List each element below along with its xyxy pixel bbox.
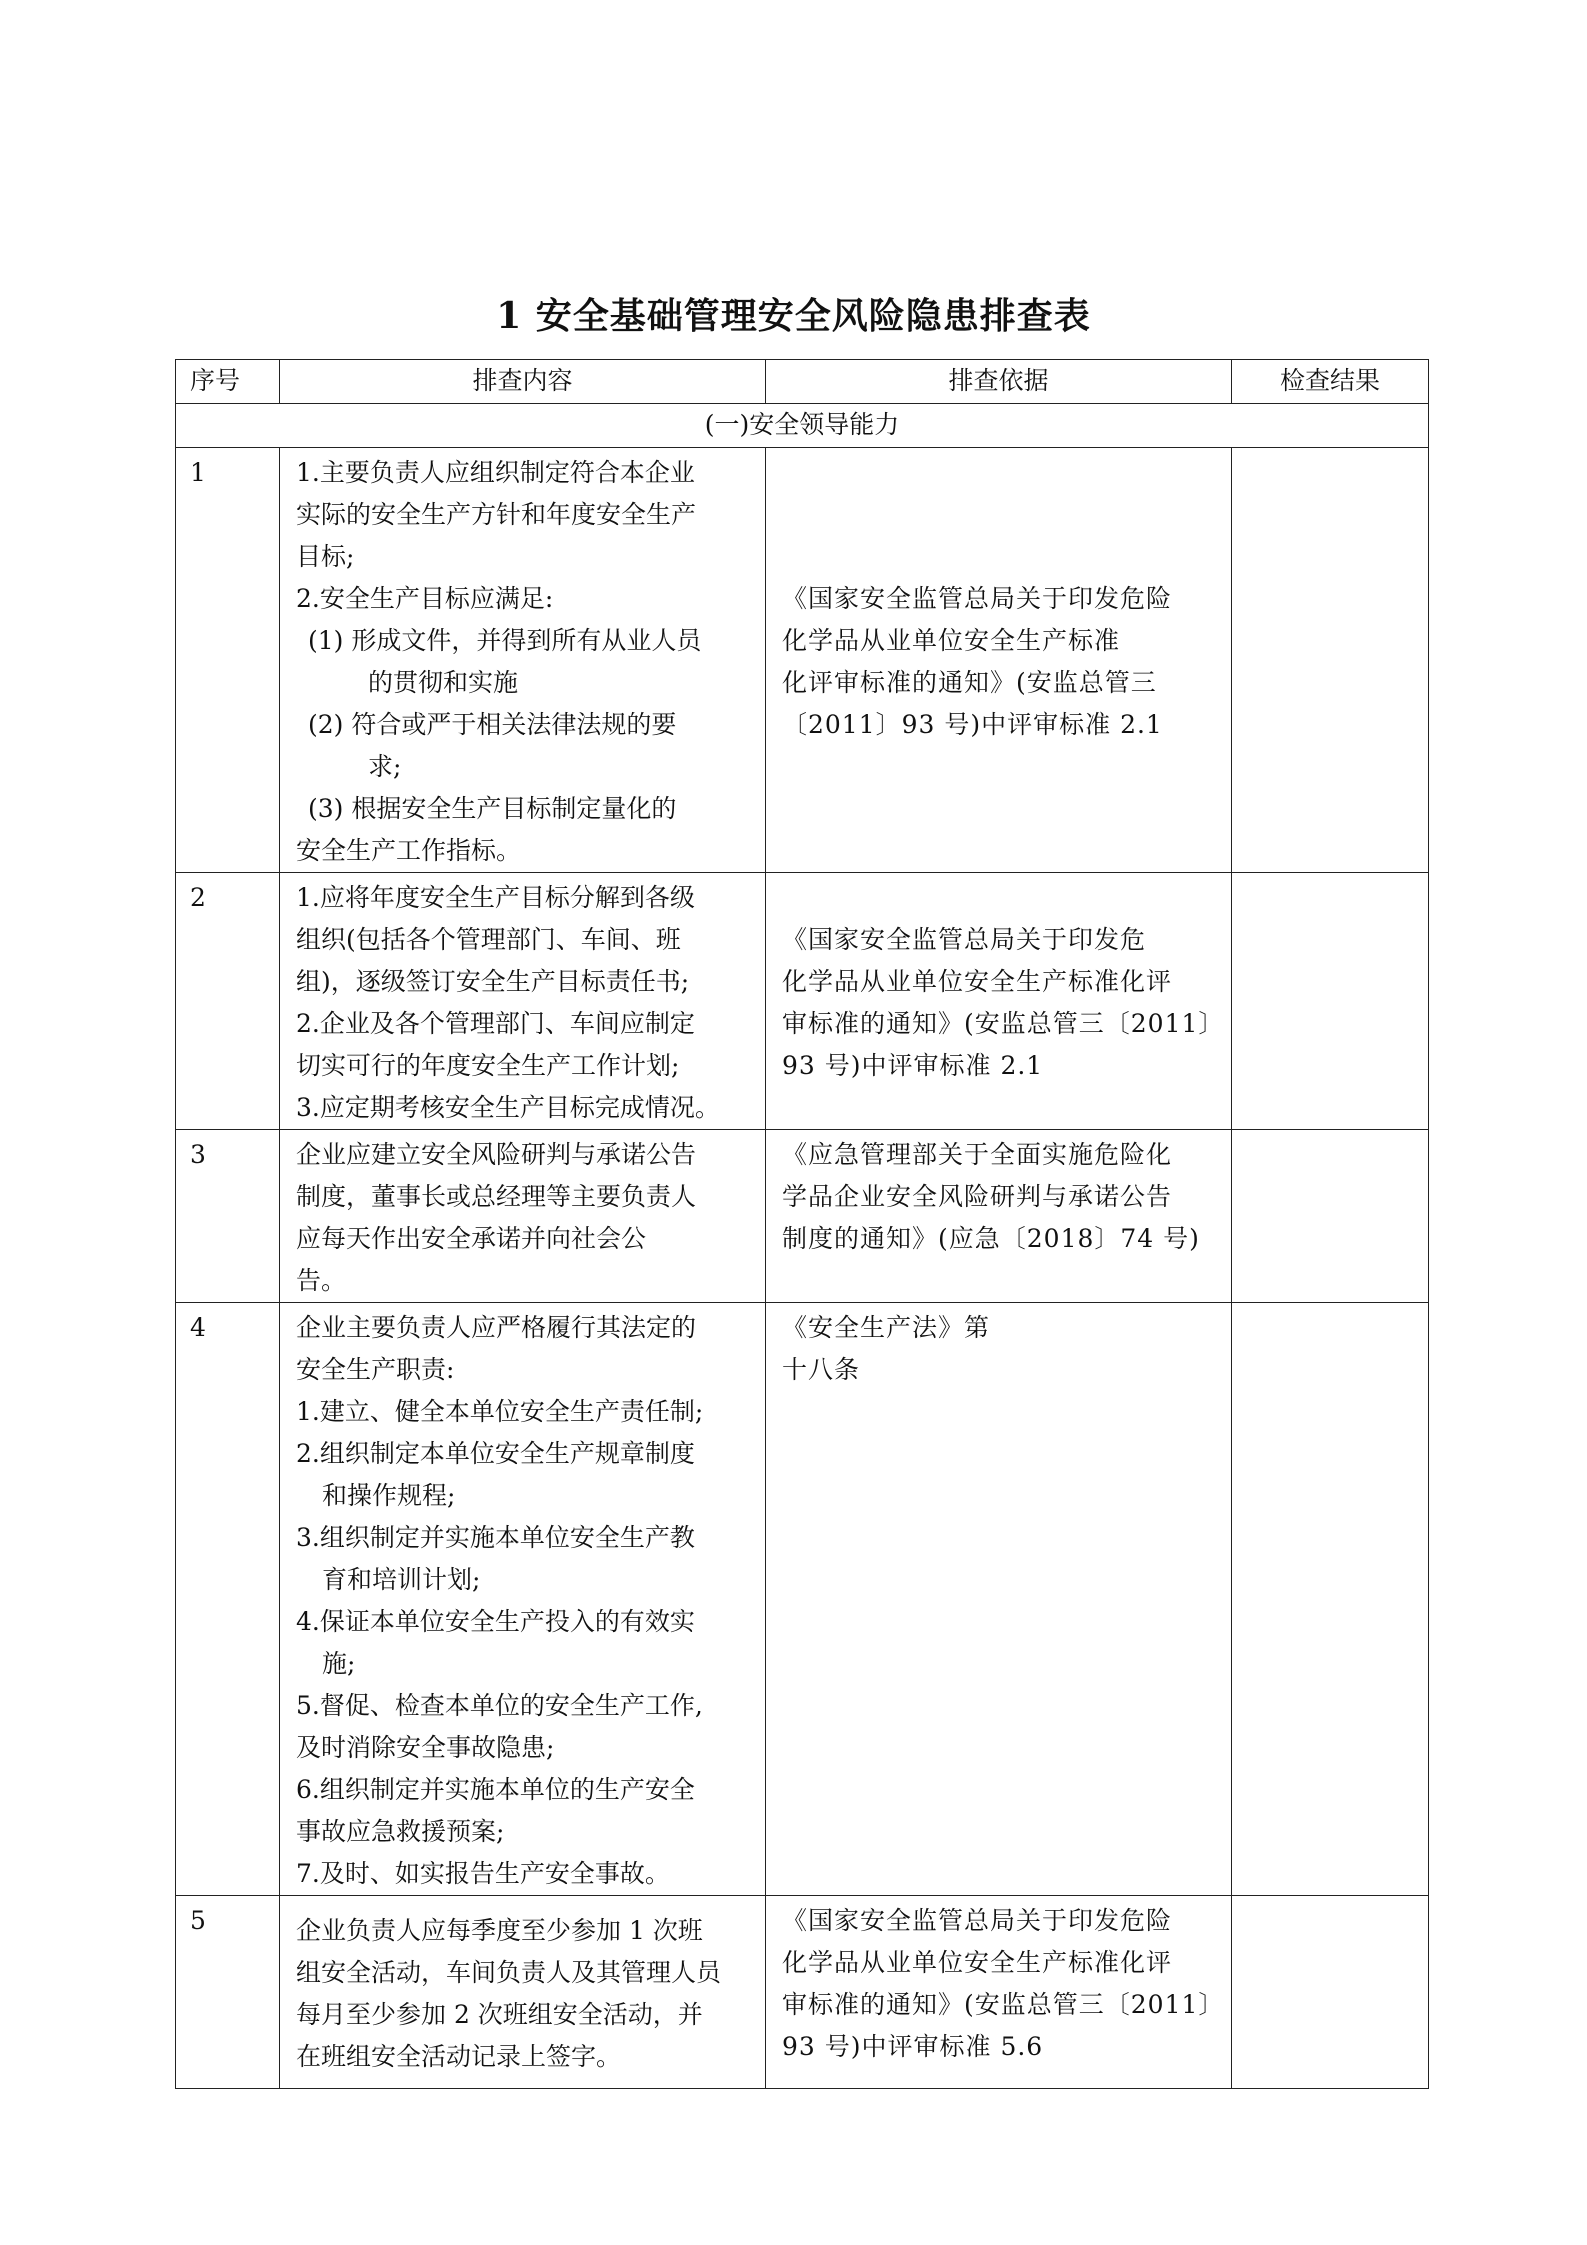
page-title: 1 安全基础管理安全风险隐患排查表 — [496, 295, 1091, 337]
content-line: 2.企业及各个管理部门、车间应制定 — [296, 1009, 695, 1038]
row-basis — [766, 1130, 1232, 1303]
row-no: 2 — [176, 873, 280, 1130]
basis-line: 《国家安全监管总局关于印发危险 — [782, 1906, 1173, 1935]
table-header-row — [176, 360, 1429, 404]
header-content: 排查内容 — [280, 360, 766, 404]
row-basis — [766, 873, 1232, 1130]
content-line: 告。 — [296, 1266, 347, 1295]
basis-line: 《国家安全监管总局关于印发危险 — [782, 584, 1173, 613]
row-result[interactable] — [1232, 1130, 1429, 1303]
content-line: 2.安全生产目标应满足: — [296, 584, 554, 613]
basis-line: 93 号)中评审标准 2.1 — [782, 1051, 1044, 1080]
row-basis — [766, 1896, 1232, 2089]
content-line: 应每天作出安全承诺并向社会公 — [296, 1224, 647, 1253]
content-line: (2) 符合或严于相关法律法规的要 — [308, 710, 677, 739]
content-line: 和操作规程; — [322, 1481, 456, 1510]
content-line: (3) 根据安全生产目标制定量化的 — [308, 794, 677, 823]
content-line: 切实可行的年度安全生产工作计划; — [296, 1051, 680, 1080]
content-line: 在班组安全活动记录上签字。 — [296, 2042, 622, 2071]
content-line: 企业应建立安全风险研判与承诺公告 — [296, 1140, 697, 1169]
header-no: 序号 — [176, 360, 280, 404]
content-line: 组织(包括各个管理部门、车间、班 — [296, 925, 681, 954]
basis-line: 93 号)中评审标准 5.6 — [782, 2032, 1044, 2061]
row-result[interactable] — [1232, 1896, 1429, 2089]
basis-line: 审标准的通知》(安监总管三〔2011〕 — [782, 1009, 1225, 1038]
row-basis — [766, 448, 1232, 873]
basis-line: 学品企业安全风险研判与承诺公告 — [782, 1182, 1173, 1211]
content-line: 每月至少参加 2 次班组安全活动，并 — [296, 2000, 703, 2029]
content-line: 实际的安全生产方针和年度安全生产 — [296, 500, 697, 529]
section-row — [176, 404, 1429, 448]
content-line: 6.组织制定并实施本单位的生产安全 — [296, 1775, 695, 1804]
content-line: 的贯彻和实施 — [368, 668, 519, 697]
content-line: 组安全活动，车间负责人及其管理人员 — [296, 1958, 722, 1987]
basis-line: 《安全生产法》第 — [782, 1313, 991, 1342]
content-line: 企业负责人应每季度至少参加 1 次班 — [296, 1916, 703, 1945]
content-line: 企业主要负责人应严格履行其法定的 — [296, 1313, 697, 1342]
row-no: 5 — [176, 1896, 280, 2089]
content-line: 5.督促、检查本单位的安全生产工作, — [296, 1691, 703, 1720]
content-line: 4.保证本单位安全生产投入的有效实 — [296, 1607, 695, 1636]
table-row — [176, 448, 1429, 873]
table-row — [176, 1896, 1429, 2089]
row-content — [280, 1130, 766, 1303]
table-row — [176, 1130, 1429, 1303]
content-line: 事故应急救援预案; — [296, 1817, 505, 1846]
header-result: 检查结果 — [1232, 360, 1429, 404]
content-line: 7.及时、如实报告生产安全事故。 — [296, 1859, 670, 1888]
content-line: 安全生产工作指标。 — [296, 836, 522, 865]
row-result[interactable] — [1232, 1303, 1429, 1896]
content-line: 2.组织制定本单位安全生产规章制度 — [296, 1439, 695, 1468]
table-row — [176, 1303, 1429, 1896]
row-content — [280, 448, 766, 873]
row-content — [280, 1896, 766, 2089]
section-title: (一)安全领导能力 — [176, 404, 1429, 448]
content-line: 1.建立、健全本单位安全生产责任制; — [296, 1397, 704, 1426]
row-no: 4 — [176, 1303, 280, 1896]
content-line: 3.组织制定并实施本单位安全生产教 — [296, 1523, 695, 1552]
header-basis: 排查依据 — [766, 360, 1232, 404]
basis-line: 化学品从业单位安全生产标准化评 — [782, 967, 1173, 996]
basis-line: 化学品从业单位安全生产标准 — [782, 626, 1121, 655]
content-line: 及时消除安全事故隐患; — [296, 1733, 555, 1762]
content-line: 目标; — [296, 542, 355, 571]
basis-line: 化学品从业单位安全生产标准化评 — [782, 1948, 1173, 1977]
basis-line: 化评审标准的通知》(安监总管三 — [782, 668, 1157, 697]
row-basis — [766, 1303, 1232, 1896]
content-line: 育和培训计划; — [322, 1565, 481, 1594]
content-line: 安全生产职责: — [296, 1355, 455, 1384]
basis-line: 制度的通知》(应急〔2018〕74 号) — [782, 1224, 1200, 1253]
row-content — [280, 873, 766, 1130]
content-line: 制度，董事长或总经理等主要负责人 — [296, 1182, 697, 1211]
basis-line: 《应急管理部关于全面实施危险化 — [782, 1140, 1173, 1169]
basis-line: 审标准的通知》(安监总管三〔2011〕 — [782, 1990, 1225, 2019]
table-row — [176, 873, 1429, 1130]
content-line: 1.应将年度安全生产目标分解到各级 — [296, 883, 695, 912]
row-no: 3 — [176, 1130, 280, 1303]
content-line: 求; — [368, 752, 402, 781]
row-content — [280, 1303, 766, 1896]
basis-line: 《国家安全监管总局关于印发危 — [782, 925, 1147, 954]
content-line: 3.应定期考核安全生产目标完成情况。 — [296, 1093, 720, 1122]
content-line: (1) 形成文件，并得到所有从业人员 — [308, 626, 702, 655]
content-line: 组)，逐级签订安全生产目标责任书; — [296, 967, 690, 996]
row-result[interactable] — [1232, 448, 1429, 873]
hazard-check-table — [175, 359, 1429, 2089]
content-line: 1.主要负责人应组织制定符合本企业 — [296, 458, 695, 487]
row-result[interactable] — [1232, 873, 1429, 1130]
basis-line: 十八条 — [782, 1355, 861, 1384]
row-no: 1 — [176, 448, 280, 873]
basis-line: 〔2011〕93 号)中评审标准 2.1 — [782, 710, 1163, 739]
content-line: 施; — [322, 1649, 356, 1678]
